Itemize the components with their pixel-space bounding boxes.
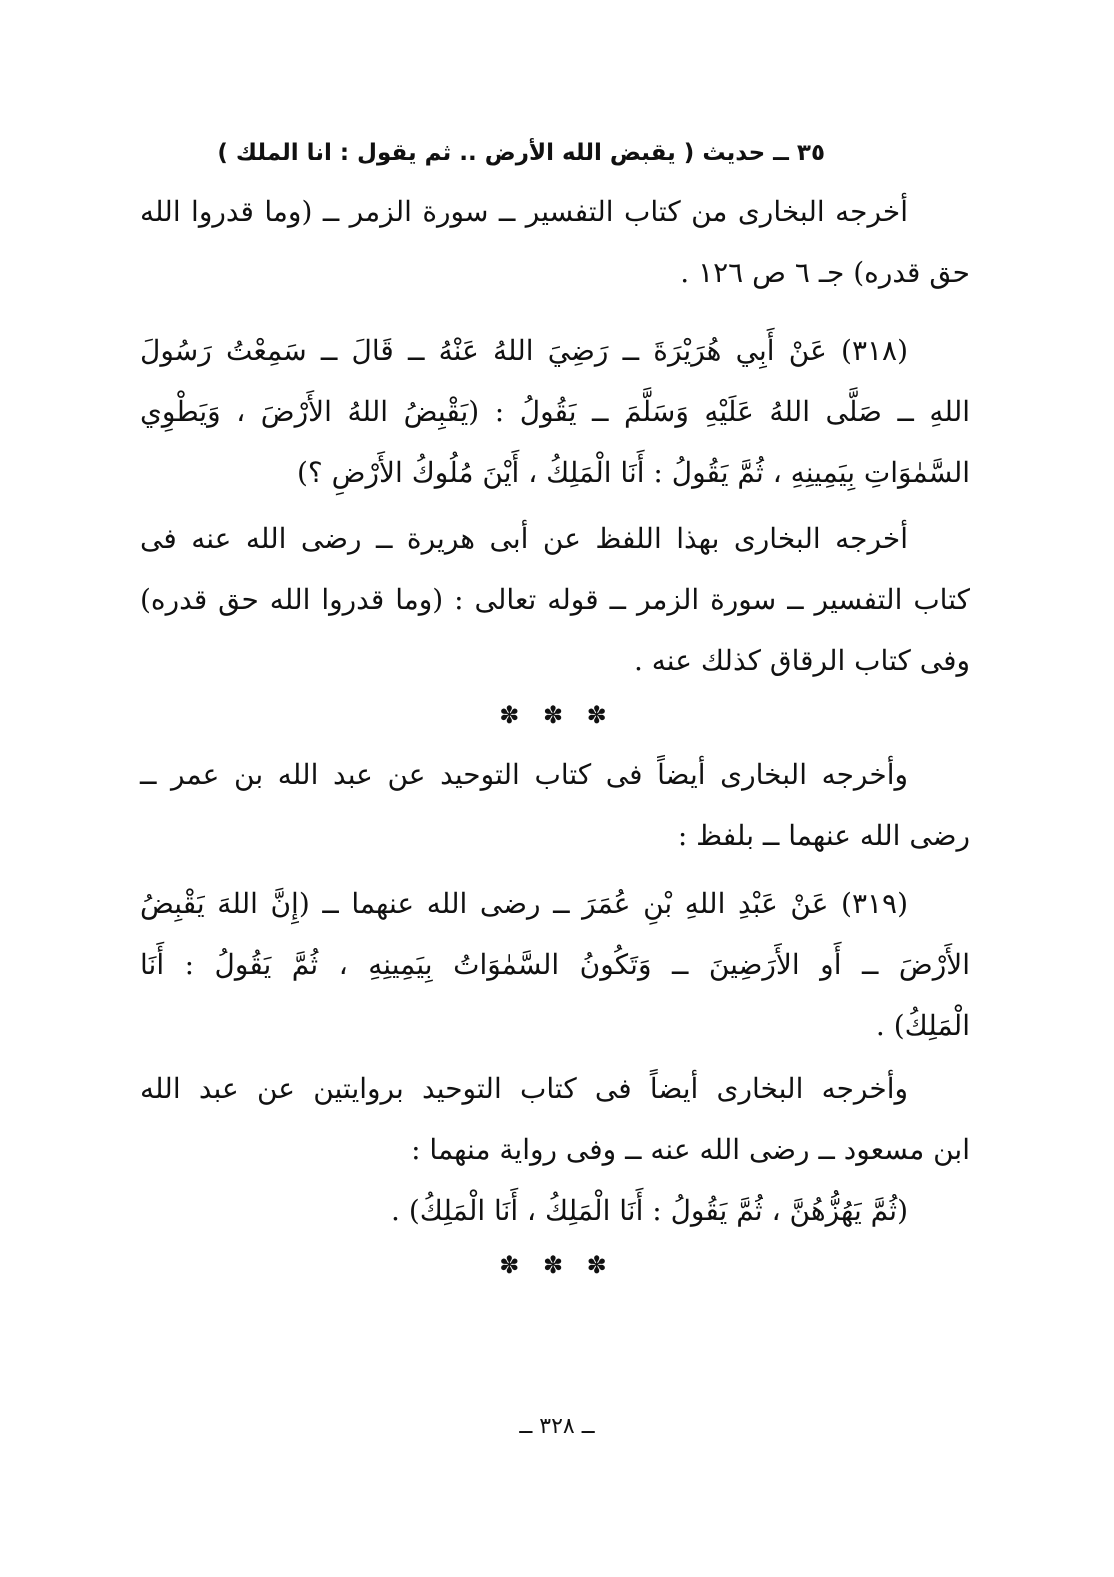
paragraph-source-1 — [140, 181, 970, 303]
hadith-line: اللهِ ــ صَلَّى اللهُ عَلَيْهِ وَسَلَّمَ ــ يَقُولُ : (يَقْبِضُ اللهُ الأَرْضَ ، وَيَطْوِي — [140, 395, 970, 428]
hadith-318 — [140, 320, 970, 503]
hadith-line: الْمَلِكُ) . — [875, 1009, 970, 1042]
hadith-line: (٣١٩) عَنْ عَبْدِ اللهِ بْنِ عُمَرَ ــ رضى الله عنهما ــ (إِنَّ اللهَ يَقْبِضُ — [140, 887, 908, 920]
paragraph-source-4 — [140, 1058, 970, 1241]
paragraph-line: وأخرجه البخارى أيضاً فى كتاب التوحيد عن عبد الله بن عمر ــ — [140, 758, 908, 791]
hadith-line: الأَرْضَ ــ أَو الأَرَضِينَ ــ وَتَكُونُ السَّمٰوَاتُ بِيَمِينِهِ ، ثُمَّ يَقُولُ : أَنَا — [140, 948, 970, 981]
paragraph-source-2 — [140, 508, 970, 691]
paragraph-line: وأخرجه البخارى أيضاً فى كتاب التوحيد بروايتين عن عبد الله — [140, 1072, 908, 1105]
hadith-319 — [140, 873, 970, 1056]
paragraph-line: ابن مسعود ــ رضى الله عنه ــ وفى رواية منهما : — [411, 1133, 970, 1166]
paragraph-line: أخرجه البخارى من كتاب التفسير ــ سورة الزمر ــ (وما قدروا الله — [140, 195, 908, 228]
paragraph-line: رضى الله عنهما ــ بلفظ : — [677, 819, 970, 852]
hadith-line: (٣١٨) عَنْ أَبِي هُرَيْرَةَ ــ رَضِيَ اللهُ عَنْهُ ــ قَالَ ــ سَمِعْتُ رَسُولَ — [140, 334, 908, 367]
section-heading: ٣٥ ــ حديث ( يقبض الله الأرض .. ثم يقول : انا الملك ) — [217, 140, 825, 166]
page-number: ــ ٣٢٨ ــ — [519, 1414, 595, 1439]
paragraph-line: حق قدره) جـ ٦ ص ١٢٦ . — [680, 256, 970, 289]
hadith-line: السَّمٰوَاتِ بِيَمِينِهِ ، ثُمَّ يَقُولُ : أَنَا الْمَلِكُ ، أَيْنَ مُلُوكُ الأَرْضِ ؟) — [297, 456, 970, 489]
paragraph-line: (ثُمَّ يَهُزُّهُنَّ ، ثُمَّ يَقُولُ : أَنَا الْمَلِكُ ، أَنَا الْمَلِكُ) . — [391, 1194, 908, 1227]
paragraph-line: أخرجه البخارى بهذا اللفظ عن أبى هريرة ــ رضى الله عنه فى — [140, 522, 908, 555]
paragraph-source-3 — [140, 744, 970, 866]
paragraph-line: كتاب التفسير ــ سورة الزمر ــ قوله تعالى : (وما قدروا الله حق قدره) — [140, 583, 970, 616]
section-separator: ✽ ✽ ✽ — [499, 1251, 615, 1279]
paragraph-line: وفى كتاب الرقاق كذلك عنه . — [633, 644, 970, 677]
section-separator: ✽ ✽ ✽ — [499, 701, 615, 729]
